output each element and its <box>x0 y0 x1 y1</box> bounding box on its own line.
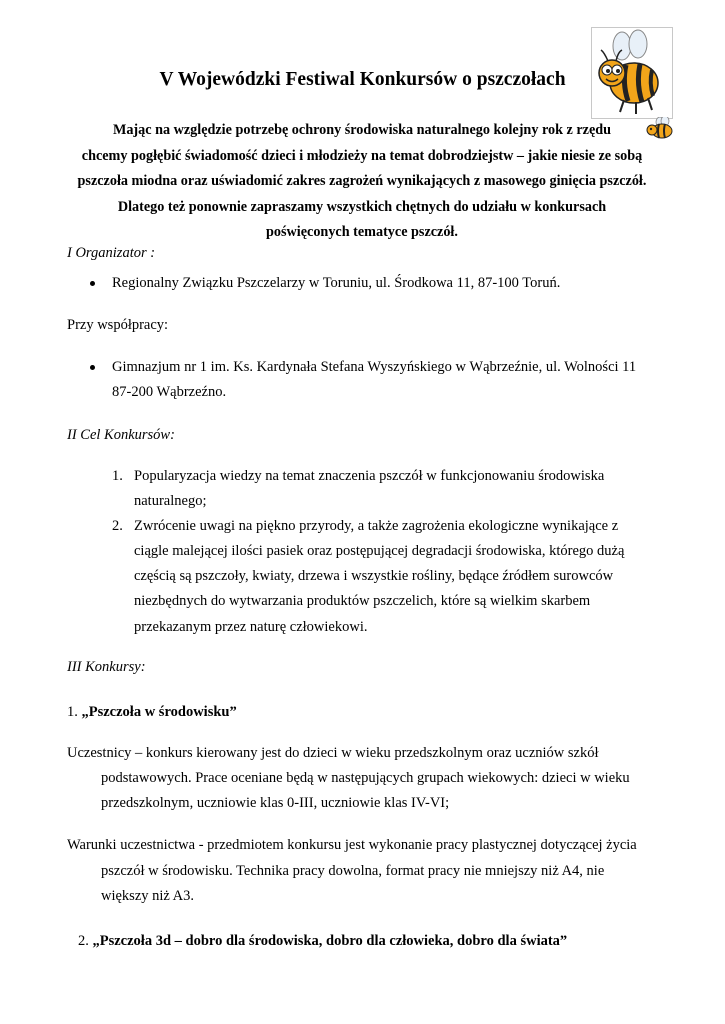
section-heading-contests: III Konkursy: <box>67 659 146 675</box>
contest1-heading <box>67 702 237 722</box>
participants-line: Uczestnicy – konkurs kierowany jest do dzieci w wieku przedszkolnym oraz uczniów szkół <box>67 745 599 761</box>
goal-item-line: ciągle malejącej ilości pasiek oraz postępującej degradacji środowiska, którego dużą <box>134 543 625 559</box>
contest2-heading <box>78 931 567 951</box>
conditions-line: większy niż A3. <box>101 888 195 904</box>
bullet-icon <box>90 365 95 370</box>
goal-item-line: Zwrócenie uwagi na piękno przyrody, a także zagrożenia ekologiczne wynikające z <box>134 518 619 534</box>
goal-item-line: niezbędnych do wytwarzania produktów pszczelich, które są wielkim skarbem <box>134 593 591 609</box>
goal-item-line: Popularyzacja wiedzy na temat znaczenia pszczół w funkcjonowaniu środowiska <box>134 468 605 484</box>
intro-line: pszczoła miodna oraz uświadomić zakres zagrożeń wynikających z masowego ginięcia pszczół. <box>77 173 647 189</box>
goal-item-line: naturalnego; <box>134 493 207 509</box>
contest-title: „Pszczoła w środowisku” <box>81 704 237 720</box>
goal-item-line: przekazanym przez naturę człowiekowi. <box>134 619 368 635</box>
page-title: V Wojewódzki Festiwal Konkursów o pszczołach <box>159 69 566 90</box>
goal-item-number: 1. <box>112 468 123 484</box>
intro-line: poświęconych tematyce pszczół. <box>266 224 458 240</box>
goal-item-number: 2. <box>112 518 123 534</box>
intro-paragraph <box>62 118 662 246</box>
goal-item-line: częścią są pszczoły, kwiaty, drzewa i wszystkie rośliny, będące źródłem surowców <box>134 568 614 584</box>
intro-line: Dlatego też ponownie zapraszamy wszystkich chętnych do udziału w konkursach <box>117 198 607 215</box>
participants-line: przedszkolnym, uczniowie klas 0-III, uczniowie klas IV-VI; <box>101 795 450 811</box>
conditions-line: pszczół w środowisku. Technika pracy dowolna, format pracy nie mniejszy niż A4, nie <box>101 863 605 879</box>
section-heading-goal: II Cel Konkursów: <box>67 427 175 443</box>
organizer-item: Regionalny Związku Pszczelarzy w Toruniu, ul. Środkowa 11, 87-100 Toruń. <box>112 275 561 291</box>
cooperation-line: 87-200 Wąbrzeźno. <box>112 384 227 400</box>
conditions-line: Warunki uczestnictwa - przedmiotem konkursu jest wykonanie pracy plastycznej dotyczącej życia <box>67 837 637 853</box>
bullet-icon <box>90 281 95 286</box>
cooperation-line: Gimnazjum nr 1 im. Ks. Kardynała Stefana Wyszyńskiego w Wąbrzeźnie, ul. Wolności 11 <box>112 359 637 375</box>
participants-line: podstawowych. Prace oceniane będą w następujących grupach wiekowych: dzieci w wieku <box>101 770 630 786</box>
intro-line: chcemy pogłębić świadomość dzieci i młodzieży na temat dobrodziejstw – jakie niesie ze sobą <box>81 147 643 164</box>
intro-line: Mając na względzie potrzebę ochrony środowiska naturalnego kolejny rok z rzędu <box>112 122 612 138</box>
section-heading-cooperation: Przy współpracy: <box>67 317 169 333</box>
contest-title: „Pszczoła 3d – dobro dla środowiska, dobro dla człowieka, dobro dla świata” <box>92 933 568 949</box>
contest-number: 1. <box>67 704 78 720</box>
contest-number: 2. <box>78 933 89 949</box>
section-heading-organizer: I Organizator : <box>67 245 156 261</box>
